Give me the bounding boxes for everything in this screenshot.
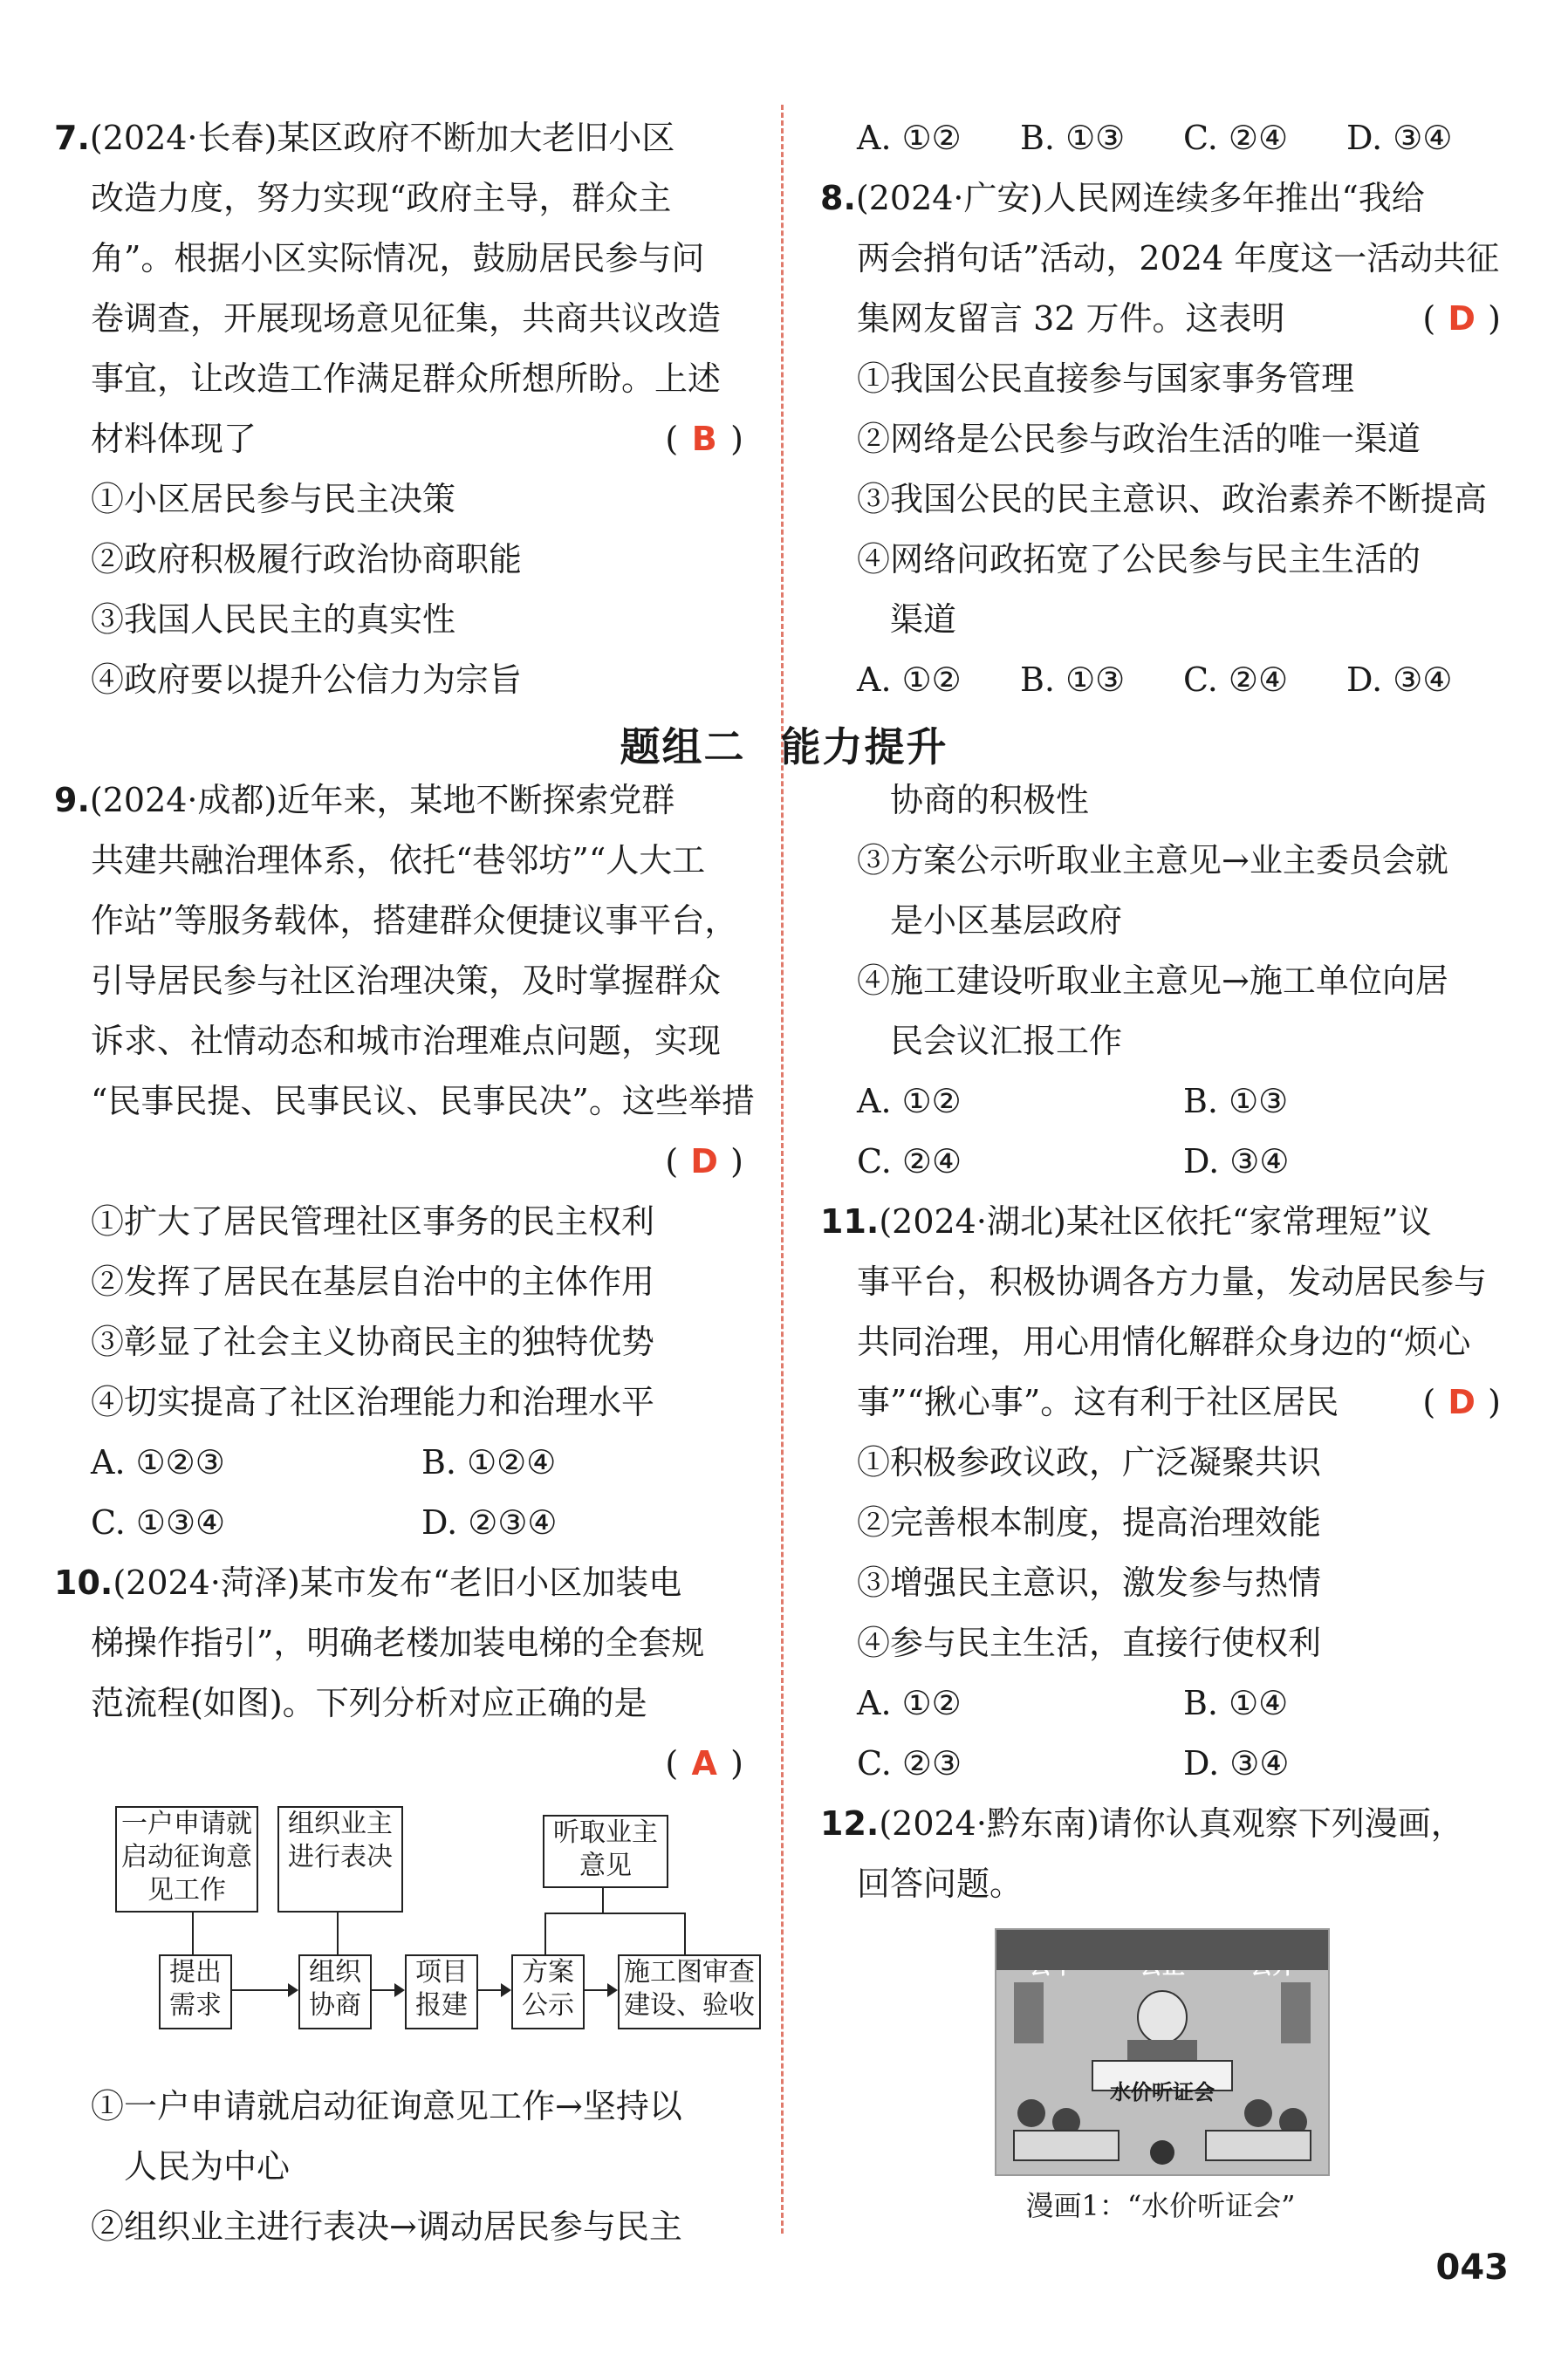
choice-item: ④网络问政拓宽了公民参与民主生活的 [857, 540, 1421, 578]
question-text: 事平台，积极协调各方力量，发动居民参与 [857, 1263, 1488, 1301]
option-a: A. ①② [857, 119, 962, 157]
cartoon-caption: 漫画1：“水价听证会” [1025, 2189, 1296, 2222]
question-text: (2024·菏泽)某市发布“老旧小区加装电 [113, 1564, 682, 1602]
option-a: A. ①②③ [91, 1443, 225, 1482]
answer-mark: D [1448, 299, 1476, 338]
option-b: B. ①②④ [421, 1443, 557, 1482]
option-a: A. ①② [857, 1082, 962, 1120]
question-10-continued [820, 770, 1510, 1192]
question-11: 11.(2024·湖北)某社区依托“家常理短”议 事平台，积极协调各方力量，发动居民参与 共同治理，用心用情化解群众身边的“烦心 事”“揪心事”。这有利于社区居民 ( D ) ①积极参政议政，广泛凝聚共识 ②完善根本制度，提高治理效能 ③增强民主意识，激发参与热情 ④参与民主生活，直接行使权利 A. ①② B. ①④ C. ②③ D. ③④ [820, 1192, 1510, 1794]
question-text: 卷调查，开展现场意见征集，共商共议改造 [91, 299, 722, 338]
option-b: B. ①③ [1020, 119, 1126, 157]
choice-item: ③增强民主意识，激发参与热情 [857, 1564, 1322, 1602]
choice-item: ④参与民主生活，直接行使权利 [857, 1624, 1322, 1662]
option-a: A. ①② [857, 660, 962, 699]
question-text: (2024·黔东南)请你认真观察下列漫画， [879, 1804, 1464, 1843]
flow-connector [684, 1913, 686, 1954]
question-text: 事”“揪心事”。这有利于社区居民 [857, 1383, 1339, 1421]
section-title: 能力提升 [780, 723, 948, 770]
choice-item: ①扩大了居民管理社区事务的民主权利 [91, 1202, 655, 1241]
choice-item: 是小区基层政府 [890, 901, 1123, 940]
flow-box-construction: 施工图审查建设、验收 [618, 1954, 761, 2029]
answer-mark: A [691, 1744, 717, 1783]
choice-item: ③我国公民的民主意识、政治素养不断提高 [857, 480, 1488, 518]
flow-connector [544, 1913, 546, 1954]
question-text: 集网友留言 32 万件。这表明 [857, 299, 1285, 338]
option-a: A. ①② [857, 1684, 962, 1722]
flow-connector [337, 1911, 339, 1954]
option-c: C. ②④ [1183, 119, 1289, 157]
flow-connector [544, 1913, 684, 1914]
choice-item: 渠道 [890, 600, 957, 639]
answer-mark: D [690, 1142, 718, 1180]
arrow-right-icon [394, 1983, 405, 1997]
flow-box-vote: 组织业主进行表决 [277, 1806, 403, 1913]
question-text: 范流程(如图)。下列分析对应正确的是 [91, 1684, 647, 1722]
question-text: 作站”等服务载体，搭建群众便捷议事平台， [91, 901, 738, 940]
option-b: B. ①④ [1183, 1684, 1289, 1722]
option-c: C. ②④ [1183, 660, 1289, 699]
flow-arrow-line [230, 1989, 288, 1991]
question-12 [820, 1794, 1510, 2236]
choice-item: ①小区居民参与民主决策 [91, 480, 456, 518]
cartoon-image [995, 1928, 1330, 2176]
question-text: 诉求、社情动态和城市治理难点问题，实现 [91, 1022, 722, 1060]
question-number: 11. [820, 1202, 880, 1241]
arrow-right-icon [501, 1983, 511, 1997]
option-b: B. ①③ [1183, 1082, 1289, 1120]
arrow-right-icon [607, 1983, 618, 1997]
q7-options [820, 108, 1510, 168]
flow-arrow-line [370, 1989, 394, 1991]
choice-item: ②发挥了居民在基层自治中的主体作用 [91, 1263, 655, 1301]
choice-item: 民会议汇报工作 [890, 1022, 1123, 1060]
choice-item: ③方案公示听取业主意见→业主委员会就 [857, 841, 1448, 879]
question-7: 7.(2024·长春)某区政府不断加大老旧小区 改造力度，努力实现“政府主导，群众主 角”。根据小区实际情况，鼓励居民参与问 卷调查，开展现场意见征集，共商共议改造 事宜，让改造工作满足群众所想所盼。上述 材料体现了 ( B ) ①小区居民参与民主决策 ②政府积极履行政治协商职能 ③我国人民民主的真实性 ④政府要以提升公信力为宗旨 [54, 108, 752, 710]
question-text: (2024·长春)某区政府不断加大老旧小区 [89, 119, 675, 157]
option-c: C. ②③ [857, 1744, 962, 1783]
question-number: 9. [54, 781, 90, 819]
flow-connector [602, 1886, 604, 1913]
choice-item: ④切实提高了社区治理能力和治理水平 [91, 1383, 655, 1421]
choice-item: ③彰显了社会主义协商民主的独特优势 [91, 1323, 655, 1361]
choice-item: ②完善根本制度，提高治理效能 [857, 1503, 1322, 1542]
question-text: 引导居民参与社区治理决策，及时掌握群众 [91, 961, 722, 1000]
choice-item: ④政府要以提升公信力为宗旨 [91, 660, 523, 699]
answer-mark: B [691, 420, 717, 458]
option-d: D. ③④ [1346, 660, 1453, 699]
question-text: 回答问题。 [857, 1865, 1024, 1903]
question-9: 9.(2024·成都)近年来，某地不断探索党群 共建共融治理体系，依托“巷邻坊”“人大工 作站”等服务载体，搭建群众便捷议事平台， 引导居民参与社区治理决策，及时掌握群众 诉求、社情动态和城市治理难点问题，实现 “民事民提、民事民议、民事民决”。这些举措 ( D ) ①扩大了居民管理社区事务的民主权利 ②发挥了居民在基层自治中的主体作用 ③彰显了社会主义协商民主的独特优势 ④切实提高了社区治理能力和治理水平 A. ①②③ B. ①②④ C. ①③④ D. ②③④ [54, 770, 752, 1553]
choice-item: ②组织业主进行表决→调动居民参与民主 [91, 2207, 682, 2246]
left-column [54, 108, 755, 2257]
choice-item: ①我国公民直接参与国家事务管理 [857, 359, 1355, 398]
question-text: 事宜，让改造工作满足群众所想所盼。上述 [91, 359, 722, 398]
option-c: C. ①③④ [91, 1503, 226, 1542]
question-text: 梯操作指引”，明确老楼加装电梯的全套规 [91, 1624, 705, 1662]
option-d: D. ③④ [1346, 119, 1453, 157]
option-d: D. ③④ [1183, 1744, 1290, 1783]
choice-item: ②政府积极履行政治协商职能 [91, 540, 523, 578]
choice-item: ①一户申请就启动征询意见工作→坚持以 [91, 2087, 682, 2125]
question-text: (2024·成都)近年来，某地不断探索党群 [89, 781, 675, 819]
right-column [820, 108, 1510, 2236]
option-d: D. ③④ [1183, 1142, 1290, 1180]
choice-item: 人民为中心 [124, 2147, 291, 2186]
page-number: 043 [1435, 2248, 1509, 2288]
flow-box-consult: 组织协商 [298, 1954, 372, 2029]
question-10: 10.(2024·菏泽)某市发布“老旧小区加装电 梯操作指引”，明确老楼加装电梯的全套规 范流程(如图)。下列分析对应正确的是 ( A ) 一户申请就启动征询意见工作 组织业主进行表决 听取业主意见 提出需求 组织协商 项目报建 方案公示 施工图审查建设、验收 ①一户申请就启动征询意见工作→坚持以 人民为中心 ②组织业主进行表决→调动居民参与民主 [54, 1553, 752, 2257]
question-text: 共建共融治理体系，依托“巷邻坊”“人大工 [91, 841, 706, 879]
flow-connector [192, 1911, 194, 1954]
flow-box-filing: 项目报建 [405, 1954, 478, 2029]
option-c: C. ②④ [857, 1142, 962, 1180]
question-number: 10. [54, 1564, 113, 1602]
question-8: 8.(2024·广安)人民网连续多年推出“我给 两会捎句话”活动，2024 年度这一活动共征 集网友留言 32 万件。这表明 ( D ) ①我国公民直接参与国家事务管理 ②网络是公民参与政治生活的唯一渠道 ③我国公民的民主意识、政治素养不断提高 ④网络问政拓宽了公民参与民主生活的 渠道 A. ①② B. ①③ C. ②④ D. ③④ [820, 168, 1510, 710]
flow-box-apply: 一户申请就启动征询意见工作 [115, 1806, 258, 1913]
question-number: 8. [820, 179, 856, 217]
question-text: 改造力度，努力实现“政府主导，群众主 [91, 179, 672, 217]
choice-item: ②网络是公民参与政治生活的唯一渠道 [857, 420, 1421, 458]
question-text: “民事民提、民事民议、民事民决”。这些举措 [91, 1082, 755, 1120]
question-text: 材料体现了 [91, 420, 257, 458]
answer-mark: D [1448, 1383, 1476, 1421]
flow-box-request: 提出需求 [159, 1954, 232, 2029]
question-text: 共同治理，用心用情化解群众身边的“烦心 [857, 1323, 1471, 1361]
flow-box-listen: 听取业主意见 [543, 1815, 668, 1888]
choice-item: ①积极参政议政，广泛凝聚共识 [857, 1443, 1322, 1482]
elevator-flowchart [89, 1806, 787, 2068]
question-number: 7. [54, 119, 90, 157]
question-number: 12. [820, 1804, 880, 1843]
question-text: (2024·湖北)某社区依托“家常理短”议 [879, 1202, 1432, 1241]
cartoon-drawing [996, 1930, 1328, 2174]
choice-item: 协商的积极性 [890, 781, 1090, 819]
arrow-right-icon [288, 1983, 298, 1997]
question-text: (2024·广安)人民网连续多年推出“我给 [855, 179, 1425, 217]
question-text: 两会捎句话”活动，2024 年度这一活动共征 [857, 239, 1500, 277]
option-b: B. ①③ [1020, 660, 1126, 699]
flow-arrow-line [476, 1989, 501, 1991]
choice-item: ④施工建设听取业主意见→施工单位向居 [857, 961, 1448, 1000]
choice-item: ③我国人民民主的真实性 [91, 600, 456, 639]
flow-arrow-line [583, 1989, 607, 1991]
flow-box-publicize: 方案公示 [511, 1954, 585, 2029]
question-text: 角”。根据小区实际情况，鼓励居民参与问 [91, 239, 705, 277]
section-group: 题组二 [620, 723, 746, 770]
option-d: D. ②③④ [421, 1503, 558, 1542]
cartoon-sign: 水价听证会 [1110, 2080, 1215, 2104]
